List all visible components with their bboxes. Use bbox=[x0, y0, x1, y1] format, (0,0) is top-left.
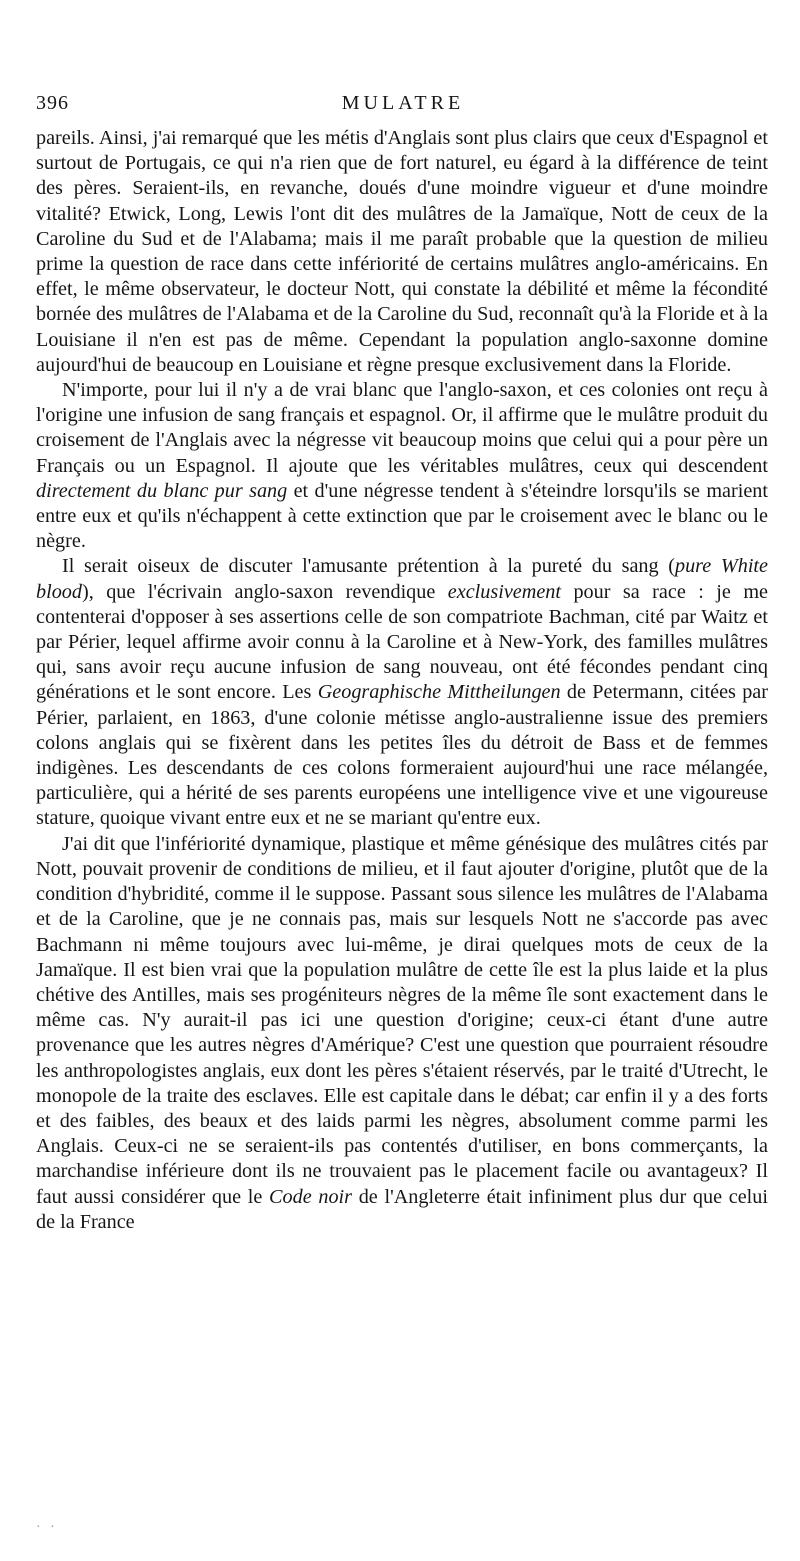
text-run: et d'une négresse tendent à s'éteindre lorsqu'ils se marient entre eux et qu'ils n'échappent à cette extinction que par le croisement avec le blanc ou le nègre. bbox=[36, 479, 769, 553]
running-title: MULATRE bbox=[341, 92, 465, 114]
paragraph bbox=[36, 554, 768, 831]
body-text bbox=[36, 126, 768, 1235]
text-run: pareils. Ainsi, j'ai remarqué que les métis d'Anglais sont plus clairs que ceux d'Espagnol et surtout de Portugais, ce qui n'a rien que de fort naturel, eu égard à la différence de teint des pères. Seraient-ils, en revanche, doués d'une moindre vigueur et d'une moindre vitalité? Etwick, Long, Lewis l'ont dit des mulâtres de la Jamaïque, Nott de ceux de la Caroline du Sud et de l'Alabama; mais il me paraît probable que la question de milieu prime la question de race dans cette infériorité de certains mulâtres anglo-américains. En effet, le même observateur, le docteur Nott, qui constate la débilité et même la fécondité bornée des mulâtres de l'Alabama et de la Caroline du Sud, reconnaît qu'à la Floride et à la Louisiane il n'en est pas de même. Cependant la population anglo-saxonne domine aujourd'hui de beaucoup en Louisiane et règne presque exclusivement dans la Floride. bbox=[36, 127, 768, 376]
page-number: 396 bbox=[36, 92, 69, 114]
page-header bbox=[36, 92, 770, 122]
text-run: ), que l'écrivain anglo-saxon revendique bbox=[81, 580, 448, 603]
italic-phrase: directement du blanc pur sang bbox=[36, 479, 288, 502]
text-run: N'importe, pour lui il n'y a de vrai blanc que l'anglo-saxon, et ces colonies ont reçu à l'origine une infusion de sang français et espagnol. Or, il affirme que le mulâtre produit du croisement de l'Anglais avec la négresse vit beaucoup moins que celui qui a pour père un Français ou un Espagnol. Il ajoute que les véritables mulâtres, ceux qui descendent bbox=[36, 379, 768, 477]
paragraph bbox=[36, 378, 768, 554]
paragraph bbox=[36, 832, 768, 1235]
italic-phrase: Geographische Mittheilungen bbox=[317, 681, 561, 704]
italic-phrase: pure White blood bbox=[36, 555, 768, 603]
text-run: Il serait oiseux de discuter l'amusante prétention à la pureté du sang ( bbox=[62, 555, 675, 578]
text-run: de l'Angleterre était infiniment plus dur que celui de la France bbox=[36, 1185, 768, 1233]
text-run: pour sa race : je me contenterai d'opposer à ses assertions celle de son compatriote Bachman, cité par Waitz et par Périer, lequel affirme avoir connu à la Caroline et à New-York, des familles mulâtres qui, sans avoir reçu aucune infusion de sang nouveau, ont été fécondes pendant cinq générations et le sont encore. Les bbox=[36, 580, 768, 704]
paragraph bbox=[36, 126, 768, 378]
text-run: J'ai dit que l'infériorité dynamique, plastique et même génésique des mulâtres cités par Nott, pouvait provenir de conditions de milieu, et il faut ajouter d'origine, plutôt que de la condition d'hybridité, comme il le suppose. Passant sous silence les mulâtres de l'Alabama et de la Caroline, que je ne connais pas, mais sur lesquels Nott ne s'accorde pas avec Bachmann ni même toujours avec lui-même, je dirai quelques mots de ceux de la Jamaïque. Il est bien vrai que la population mulâtre de cette île est la plus laide et la plus chétive des Antilles, mais ses progéniteurs nègres de la même île sont exactement dans le même cas. N'y aurait-il pas ici une question d'origine; ceux-ci étant d'une autre provenance que les autres nègres d'Amérique? C'est une question que pourraient résoudre les anthropologistes anglais, eux dont les pères s'étaient réservés, par le traité d'Utrecht, le monopole de la traite des esclaves. Elle est capitale dans le débat; car enfin il y a des forts et des faibles, des beaux et des laids parmi les nègres, absolument comme parmi les Anglais. Ceux-ci ne se seraient-ils pas contentés d'utiliser, en bons commerçants, la marchandise inférieure dont ils ne trouvaient pas le placement facile ou avantageux? Il faut aussi considérer que le bbox=[36, 832, 768, 1208]
text-run: de Petermann, citées par Périer, parlaient, en 1863, d'une colonie métisse anglo-australienne issue des premiers colons anglais qui se fixèrent dans les petites îles du détroit de Bass et de femmes indigènes. Les descendants de ces colons formeraient aujourd'hui une race mélangée, particulière, qui a hérité de ses parents européens une intelligence vive et une vigoureuse stature, quoique vivant entre eux et ne se mariant qu'entre eux. bbox=[36, 681, 768, 830]
italic-phrase: exclusivement bbox=[447, 580, 561, 603]
scan-specks: · · bbox=[36, 1520, 58, 1535]
italic-phrase: Code noir bbox=[269, 1185, 353, 1208]
